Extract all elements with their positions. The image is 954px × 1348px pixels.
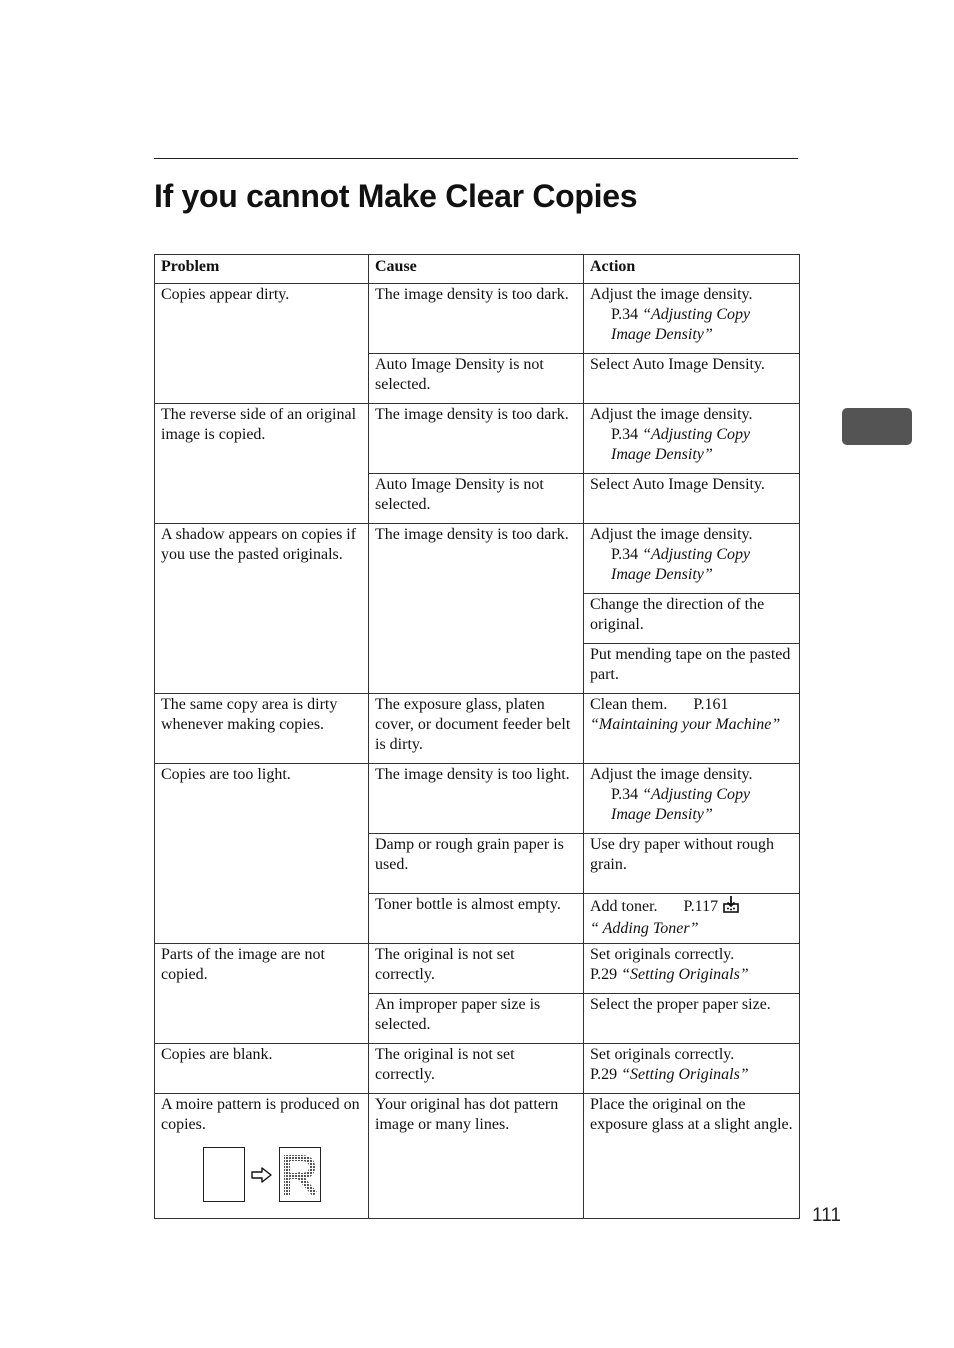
cause-text: An improper paper size is selected. xyxy=(375,996,541,1033)
action-cell xyxy=(584,1044,800,1094)
cause-text: Auto Image Density is not selected. xyxy=(375,476,544,513)
action-cell xyxy=(584,524,800,594)
cause-cell xyxy=(369,994,584,1044)
cross-reference xyxy=(590,1065,793,1085)
ref-page: P.34 xyxy=(611,786,639,803)
action-cell xyxy=(584,894,800,944)
table-row xyxy=(155,404,800,474)
table-row xyxy=(155,524,800,594)
table-row xyxy=(155,284,800,354)
action-text: Adjust the image density. xyxy=(590,286,753,303)
problem-text: The reverse side of an original image is copied. xyxy=(161,406,357,443)
action-cell xyxy=(584,404,800,474)
problem-text: Copies are too light. xyxy=(161,766,291,783)
cause-cell xyxy=(369,1094,584,1219)
problem-cell xyxy=(155,404,369,524)
ref-page: P.117 xyxy=(683,898,719,915)
cause-cell xyxy=(369,894,584,944)
ref-title: “Adjusting Copy Image Density” xyxy=(611,426,751,463)
problem-text: A shadow appears on copies if you use the pasted originals. xyxy=(161,526,357,563)
action-text: Use dry paper without rough grain. xyxy=(590,836,774,873)
action-text: Adjust the image density. xyxy=(590,766,753,783)
cross-reference xyxy=(590,545,793,585)
ref-title: “Adjusting Copy Image Density” xyxy=(611,546,751,583)
action-cell xyxy=(584,644,800,694)
cause-text: Toner bottle is almost empty. xyxy=(375,896,561,913)
blank-original-box xyxy=(203,1147,245,1202)
arrow-right-icon xyxy=(251,1167,273,1189)
action-text: Set originals correctly. xyxy=(590,1046,735,1063)
action-cell xyxy=(584,944,800,994)
action-text: Add toner. xyxy=(590,898,658,915)
problem-cell xyxy=(155,524,369,694)
table-row xyxy=(155,764,800,834)
action-text: Select Auto Image Density. xyxy=(590,356,765,373)
cause-cell xyxy=(369,944,584,994)
cause-text: Your original has dot pattern image or many lines. xyxy=(375,1096,559,1133)
ref-title: “Adjusting Copy Image Density” xyxy=(611,786,751,823)
problem-cell xyxy=(155,284,369,404)
cause-cell xyxy=(369,474,584,524)
table-row xyxy=(155,1044,800,1094)
problem-cell xyxy=(155,764,369,944)
cause-cell xyxy=(369,764,584,834)
action-text: Place the original on the exposure glass at a slight angle. xyxy=(590,1096,793,1133)
cause-text: The original is not set correctly. xyxy=(375,946,515,983)
action-cell xyxy=(584,474,800,524)
header-action: Action xyxy=(584,255,800,284)
problem-cell xyxy=(155,1094,369,1219)
cross-reference xyxy=(590,965,793,985)
table-row xyxy=(155,944,800,994)
cause-text: The image density is too light. xyxy=(375,766,570,783)
page-title: If you cannot Make Clear Copies xyxy=(154,178,638,214)
cause-cell xyxy=(369,404,584,474)
action-cell xyxy=(584,1094,800,1219)
header-rule xyxy=(154,158,798,159)
problem-text: A moire pattern is produced on copies. xyxy=(161,1096,360,1133)
moire-copy-box xyxy=(279,1147,321,1202)
table-row xyxy=(155,694,800,764)
action-text: Clean them. xyxy=(590,696,668,713)
table-row xyxy=(155,1094,800,1219)
cause-text: Damp or rough grain paper is used. xyxy=(375,836,564,873)
ref-title: “Adjusting Copy Image Density” xyxy=(611,306,751,343)
action-cell xyxy=(584,284,800,354)
moire-illustration xyxy=(203,1147,362,1203)
ref-page: P.34 xyxy=(611,306,639,323)
action-cell xyxy=(584,834,800,894)
ref-page: P.34 xyxy=(611,426,639,443)
cause-cell xyxy=(369,524,584,694)
ref-page: P.29 xyxy=(590,1066,618,1083)
action-text: Adjust the image density. xyxy=(590,526,753,543)
problem-text: The same copy area is dirty whenever making copies. xyxy=(161,696,338,733)
chapter-tab xyxy=(842,408,912,445)
cross-reference xyxy=(590,305,793,345)
action-text: Select Auto Image Density. xyxy=(590,476,765,493)
action-cell xyxy=(584,594,800,644)
cause-text: The exposure glass, platen cover, or document feeder belt is dirty. xyxy=(375,696,571,753)
cause-text: The image density is too dark. xyxy=(375,406,569,423)
cross-reference xyxy=(590,425,793,465)
ref-title: “Setting Originals” xyxy=(621,1066,749,1083)
ref-page: P.34 xyxy=(611,546,639,563)
action-text: Select the proper paper size. xyxy=(590,996,771,1013)
action-text: Set originals correctly. xyxy=(590,946,735,963)
table-body xyxy=(155,284,800,1219)
cause-cell xyxy=(369,354,584,404)
problem-cell xyxy=(155,944,369,1044)
troubleshooting-table xyxy=(154,254,800,1219)
action-text: Adjust the image density. xyxy=(590,406,753,423)
problem-text: Parts of the image are not copied. xyxy=(161,946,325,983)
action-cell xyxy=(584,764,800,834)
cause-cell xyxy=(369,694,584,764)
problem-text: Copies are blank. xyxy=(161,1046,273,1063)
action-cell xyxy=(584,994,800,1044)
cause-cell xyxy=(369,834,584,894)
cause-text: The original is not set correctly. xyxy=(375,1046,515,1083)
header-cause: Cause xyxy=(369,255,584,284)
cause-cell xyxy=(369,284,584,354)
ref-title: “Maintaining your Machine” xyxy=(590,716,781,733)
ref-title: “Setting Originals” xyxy=(621,966,749,983)
problem-cell xyxy=(155,1044,369,1094)
cause-cell xyxy=(369,1044,584,1094)
toner-icon xyxy=(722,895,740,919)
ref-title: “ Adding Toner” xyxy=(590,920,699,937)
ref-page: P.161 xyxy=(693,696,729,713)
ref-page: P.29 xyxy=(590,966,618,983)
header-problem: Problem xyxy=(155,255,369,284)
cause-text: The image density is too dark. xyxy=(375,526,569,543)
action-cell xyxy=(584,354,800,404)
action-text: Put mending tape on the pasted part. xyxy=(590,646,791,683)
table-header-row xyxy=(155,255,800,284)
cause-text: The image density is too dark. xyxy=(375,286,569,303)
action-text: Change the direction of the original. xyxy=(590,596,765,633)
cross-reference xyxy=(590,785,793,825)
page-number: 111 xyxy=(812,1205,841,1226)
problem-text: Copies appear dirty. xyxy=(161,286,290,303)
problem-cell xyxy=(155,694,369,764)
action-cell xyxy=(584,694,800,764)
cause-text: Auto Image Density is not selected. xyxy=(375,356,544,393)
